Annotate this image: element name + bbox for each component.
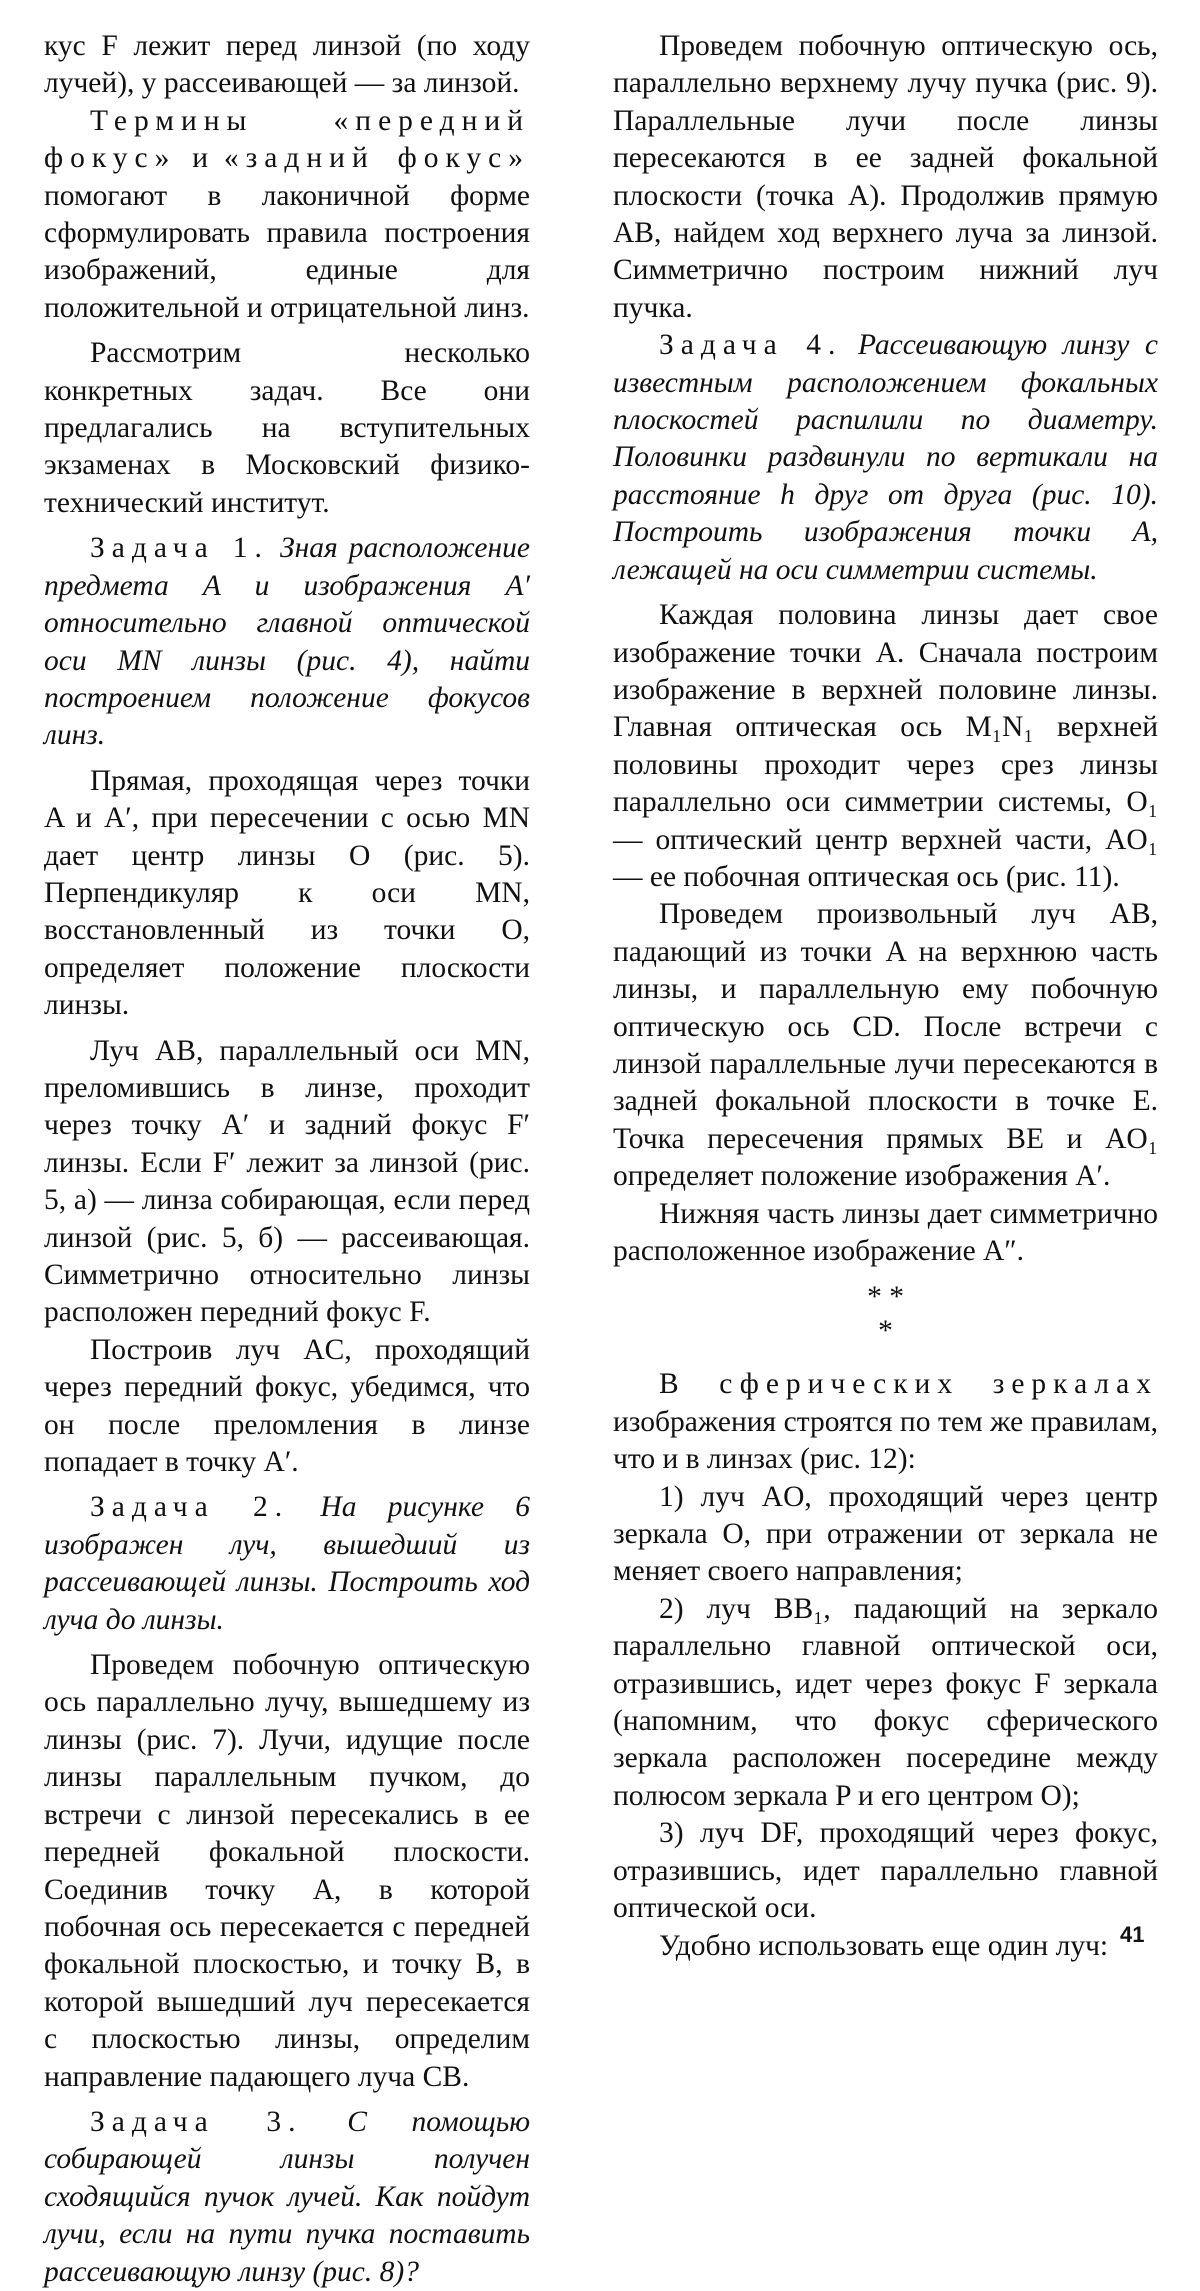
paragraph-terms (44, 103, 530, 327)
term-front-focus: Термины «передний фокус» (44, 104, 530, 175)
rule-item: 2) луч BB₁, падающий на зеркало параллельно главной оптической оси, отразившись, идет через фокус F зеркала (напомним, что фокус сферического зеркала расположен посередине между полюсом зеркала P и его центром O); (613, 1592, 1158, 1812)
paragraph: Проведем произвольный луч AB, падающий из точки A на верхнюю часть линзы, и параллельную ему побочную оптическую ось CD. После встречи с линзой параллельные лучи пересекаются в задней фокальной плоскости в точке E. Точка пересечения прямых BE и AO₁ определяет положение изображения A′. (613, 898, 1158, 1193)
separator-stars-bottom: * (878, 1315, 893, 1348)
paragraph: Рассмотрим несколько конкретных задач. Все они предлагались на вступительных экзаменах в Московский физико-технический институт. (44, 337, 530, 519)
paragraph: Нижняя часть линзы дает симметрично расположенное изображение A″. (613, 1197, 1158, 1267)
paragraph: Прямая, проходящая через точки A и A′, при пересечении с осью MN дает центр линзы O (рис. 5). Перпендикуляр к оси MN, восстановленный из точки O, определяет положение плоскости линзы. (44, 764, 530, 1022)
paragraph: Каждая половина линзы дает свое изображение точки A. Сначала построим изображение в верхней половине линзы. Главная оптическая ось M₁N₁ верхней половины проходит через срез линзы параллельно оси симметрии системы, O₁ — оптический центр верхней части, AO₁ — ее побочная оптическая ось (рис. 11). (613, 599, 1158, 893)
task-statement: Зная расположение предмета A и изображения A′ относительно главной оптической оси MN линзы (рис. 4), найти построением положение фокусов линз. (44, 532, 530, 752)
task-statement: Рассеивающую линзу с известным расположением фокальных плоскостей распилили по диаметру. Половинки раздвинули по вертикали на расстояние h друг от друга (рис. 10). Построить изображения точки A, лежащей на оси симметрии системы. (613, 329, 1158, 586)
task-1 (44, 530, 530, 754)
paragraph-text: помогают в лаконичной форме сформулировать правила построения изображений, единые для положительной и отрицательной линз. (44, 179, 530, 324)
task-2 (44, 1489, 530, 1639)
paragraph-text: изображения строятся по тем же правилам, что и в линзах (рис. 12): (613, 1405, 1158, 1476)
rule-item: 3) луч DF, проходящий через фокус, отразившись, идет параллельно главной оптической оси. (613, 1817, 1158, 1925)
page-number: 41 (1120, 1922, 1145, 1947)
paragraph: Удобно использовать еще один луч: (659, 1929, 1109, 1962)
rule-item: 1) луч AO, проходящий через центр зеркала O, при отражении от зеркала не меняет своего направления; (613, 1480, 1158, 1588)
task-heading: Задача 2. (90, 1491, 290, 1524)
paragraph: Построив луч AC, проходящий через передний фокус, убедимся, что он после преломления в линзе попадает в точку A′. (44, 1333, 530, 1479)
term-back-focus: «задний фокус» (223, 142, 530, 175)
task-heading: Задача 1. (90, 532, 269, 565)
paragraph-mirrors (613, 1366, 1158, 1478)
right-column (613, 28, 1158, 1965)
left-column (44, 28, 530, 2291)
paragraph: Луч AB, параллельный оси MN, преломившись в линзе, проходит через точку A′ и задний фокус F′ линзы. Если F′ лежит за линзой (рис. 5, а) — линза собирающая, если перед линзой (рис. 5, б) — рассеивающая. Симметрично относительно линзы расположен передний фокус F. (44, 1034, 530, 1329)
paragraph: кус F лежит перед линзой (по ходу лучей), у рассеивающей — за линзой. (44, 30, 530, 100)
task-heading: Задача 4. (659, 329, 843, 362)
task-4 (613, 327, 1158, 589)
task-heading: Задача 3. (90, 2105, 303, 2138)
separator-stars-top: * * (867, 1281, 904, 1314)
section-term: В сферических зеркалах (659, 1368, 1158, 1401)
section-separator (613, 1280, 1158, 1348)
task-statement: На рисунке 6 изображен луч, вышедший из рассеивающей линзы. Построить ход луча до линзы. (44, 1491, 530, 1636)
paragraph: Проведем побочную оптическую ось, параллельно верхнему лучу пучка (рис. 9). Параллельные лучи после линзы пересекаются в ее задней фокальной плоскости (точка A). Продолжив прямую AB, найдем ход верхнего луча за линзой. Симметрично построим нижний луч пучка. (613, 30, 1158, 324)
task-3 (44, 2104, 530, 2291)
task-statement: С помощью собирающей линзы получен сходящийся пучок лучей. Как пойдут лучи, если на пути пучка поставить рассеивающую линзу (рис. 8)? (44, 2105, 530, 2288)
conjunction: и (192, 142, 209, 175)
paragraph: Проведем побочную оптическую ось параллельно лучу, вышедшему из линзы (рис. 7). Лучи, идущие после линзы параллельным пучком, до встречи с линзой пересекались в ее передней фокальной плоскости. Соединив точку A, в которой побочная ось пересекается с передней фокальной плоскостью, и точку B, в которой вышедший луч пересекается с плоскостью линзы, определим направление падающего луча CB. (44, 1649, 530, 2093)
